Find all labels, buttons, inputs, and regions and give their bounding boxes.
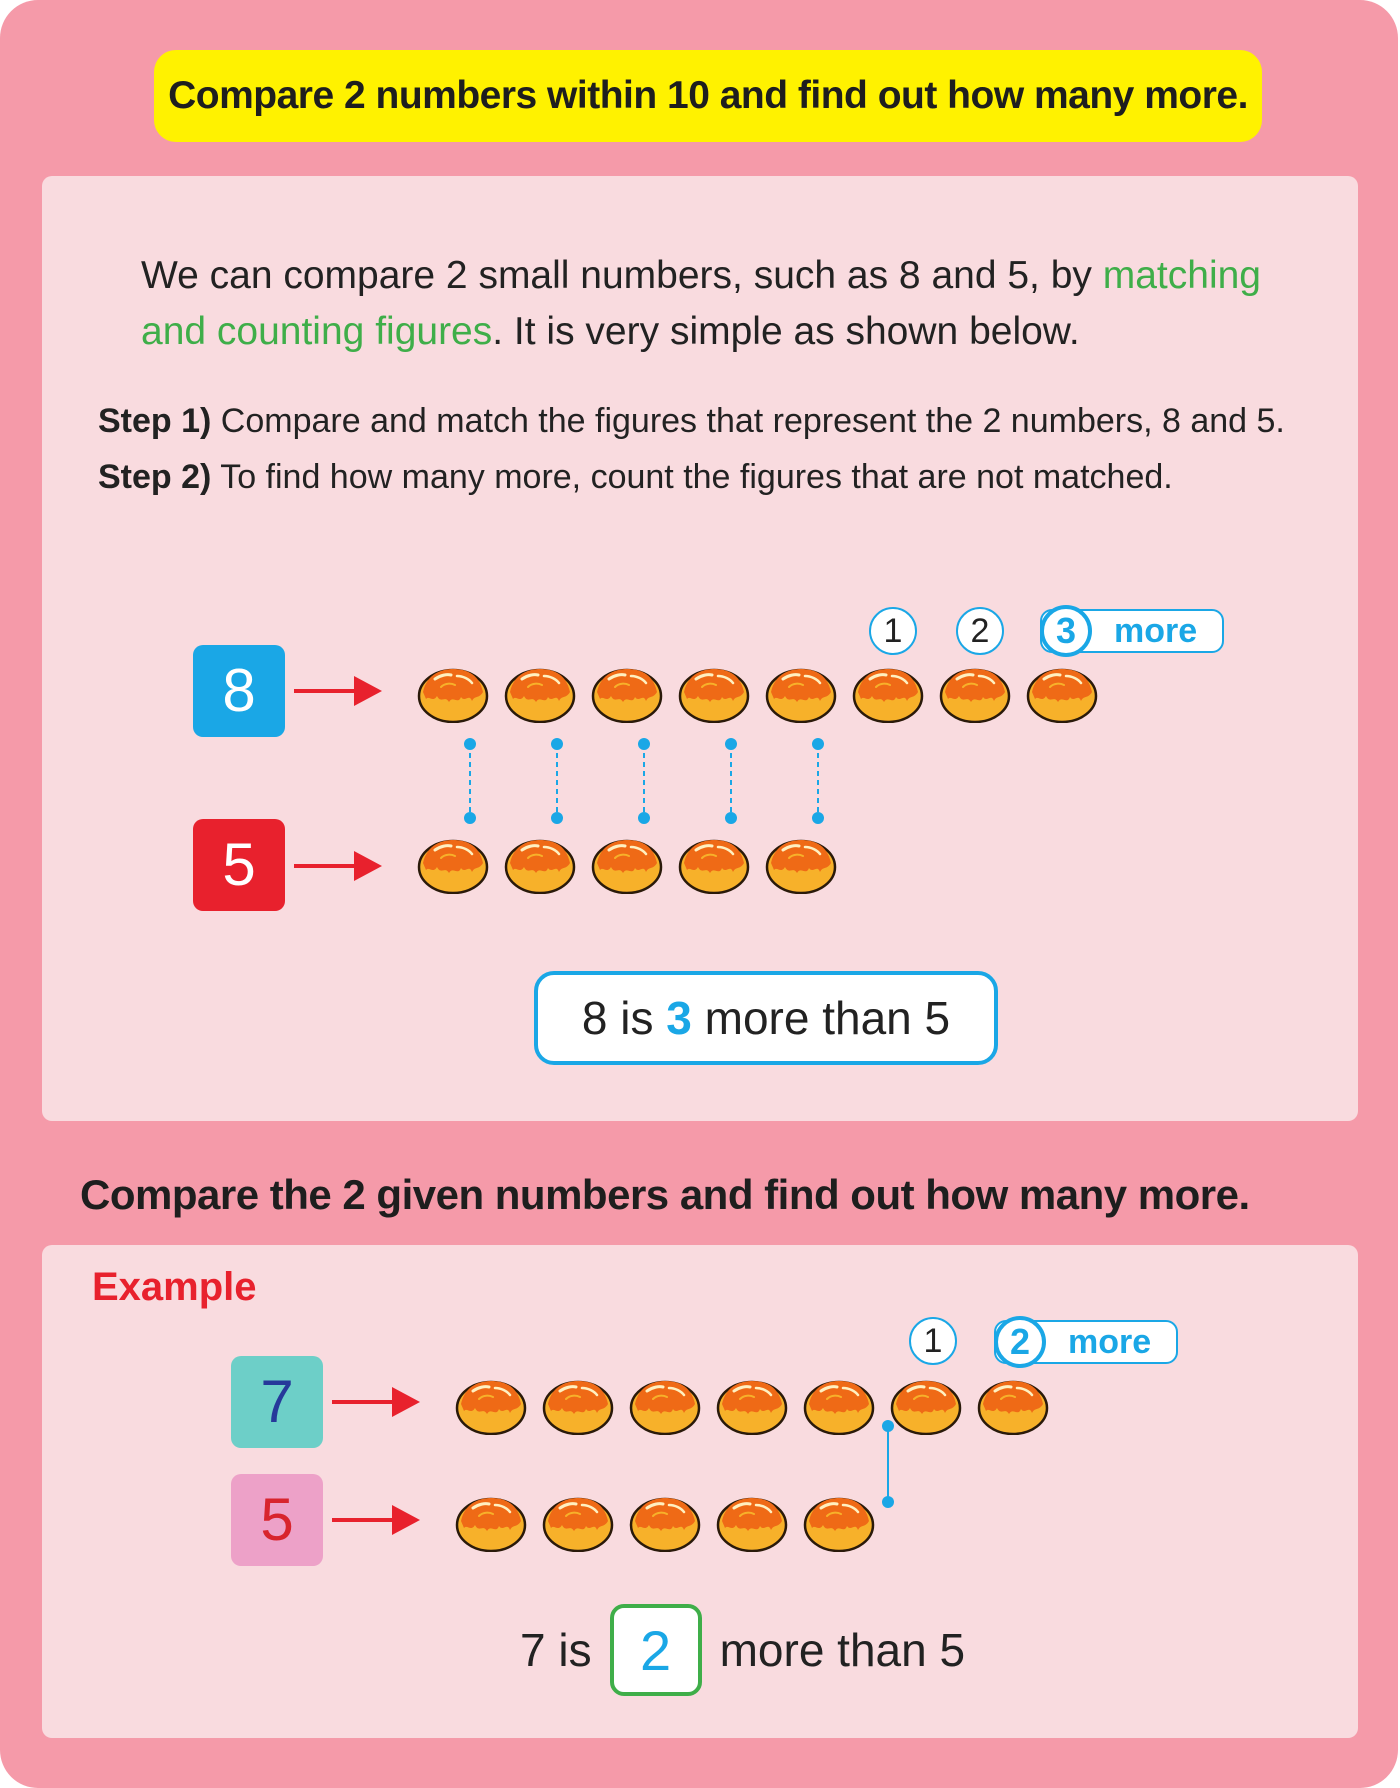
intro-before: We can compare 2 small numbers, such as 8 and 5, by bbox=[141, 254, 1103, 297]
result-after: more than 5 bbox=[691, 992, 951, 1044]
more-label: more bbox=[1114, 612, 1198, 650]
number-box-top: 8 bbox=[193, 645, 285, 737]
bun-icon bbox=[504, 665, 576, 723]
bun-icon bbox=[1026, 665, 1098, 723]
bun-icon bbox=[678, 836, 750, 894]
count-marker: 1 bbox=[869, 607, 917, 655]
bun-icon bbox=[765, 665, 837, 723]
step-1-label: Step 1) bbox=[98, 402, 212, 440]
step-2-text: To find how many more, count the figures that are not matched. bbox=[211, 458, 1173, 496]
bun-icon bbox=[591, 836, 663, 894]
more-label: more bbox=[1068, 1323, 1152, 1361]
bun-icon bbox=[417, 665, 489, 723]
bun-icon bbox=[455, 1377, 527, 1435]
bun-icon bbox=[504, 836, 576, 894]
bun-icon bbox=[977, 1377, 1049, 1435]
result-value: 3 bbox=[666, 992, 692, 1044]
bun-icon bbox=[890, 1377, 962, 1435]
intro-text bbox=[141, 248, 1301, 360]
step-1-text: Compare and match the figures that represent the 2 numbers, 8 and 5. bbox=[211, 402, 1285, 440]
arrow-right-icon bbox=[294, 670, 382, 712]
more-count: 3 bbox=[1040, 605, 1092, 657]
example-number-top: 7 bbox=[231, 1356, 323, 1448]
bun-icon bbox=[678, 665, 750, 723]
bun-icon bbox=[716, 1494, 788, 1552]
bun-icon bbox=[455, 1494, 527, 1552]
answer-sentence bbox=[520, 1602, 965, 1698]
answer-box[interactable]: 2 bbox=[610, 1604, 702, 1696]
exercise-heading: Compare the 2 given numbers and find out how many more. bbox=[80, 1171, 1250, 1218]
arrow-right-icon bbox=[332, 1381, 420, 1423]
number-box-bottom: 5 bbox=[193, 819, 285, 911]
intro-after: . It is very simple as shown below. bbox=[492, 310, 1080, 353]
bun-icon bbox=[852, 665, 924, 723]
bun-icon bbox=[803, 1377, 875, 1435]
step-1 bbox=[98, 402, 1285, 441]
bun-icon bbox=[629, 1377, 701, 1435]
answer-before: 7 is bbox=[520, 1624, 592, 1676]
bun-icon bbox=[417, 836, 489, 894]
result-sentence bbox=[534, 971, 998, 1065]
count-marker: 2 bbox=[956, 607, 1004, 655]
bun-icon bbox=[765, 836, 837, 894]
answer-after: more than 5 bbox=[719, 1624, 966, 1676]
bun-icon bbox=[542, 1377, 614, 1435]
more-count: 2 bbox=[994, 1316, 1046, 1368]
intro-highlight: matching and counting figures bbox=[141, 254, 1261, 353]
bun-icon bbox=[716, 1377, 788, 1435]
arrow-right-icon bbox=[332, 1499, 420, 1541]
arrow-right-icon bbox=[294, 845, 382, 887]
example-label: Example bbox=[92, 1265, 257, 1309]
bun-icon bbox=[591, 665, 663, 723]
bun-icon bbox=[939, 665, 1011, 723]
count-marker: 1 bbox=[909, 1317, 957, 1365]
step-2-label: Step 2) bbox=[98, 458, 212, 496]
bun-icon bbox=[542, 1494, 614, 1552]
bun-icon bbox=[629, 1494, 701, 1552]
step-2 bbox=[98, 458, 1173, 497]
bun-icon bbox=[803, 1494, 875, 1552]
example-number-bottom: 5 bbox=[231, 1474, 323, 1566]
result-before: 8 is bbox=[581, 992, 667, 1044]
page-title: Compare 2 numbers within 10 and find out how many more. bbox=[154, 50, 1262, 142]
